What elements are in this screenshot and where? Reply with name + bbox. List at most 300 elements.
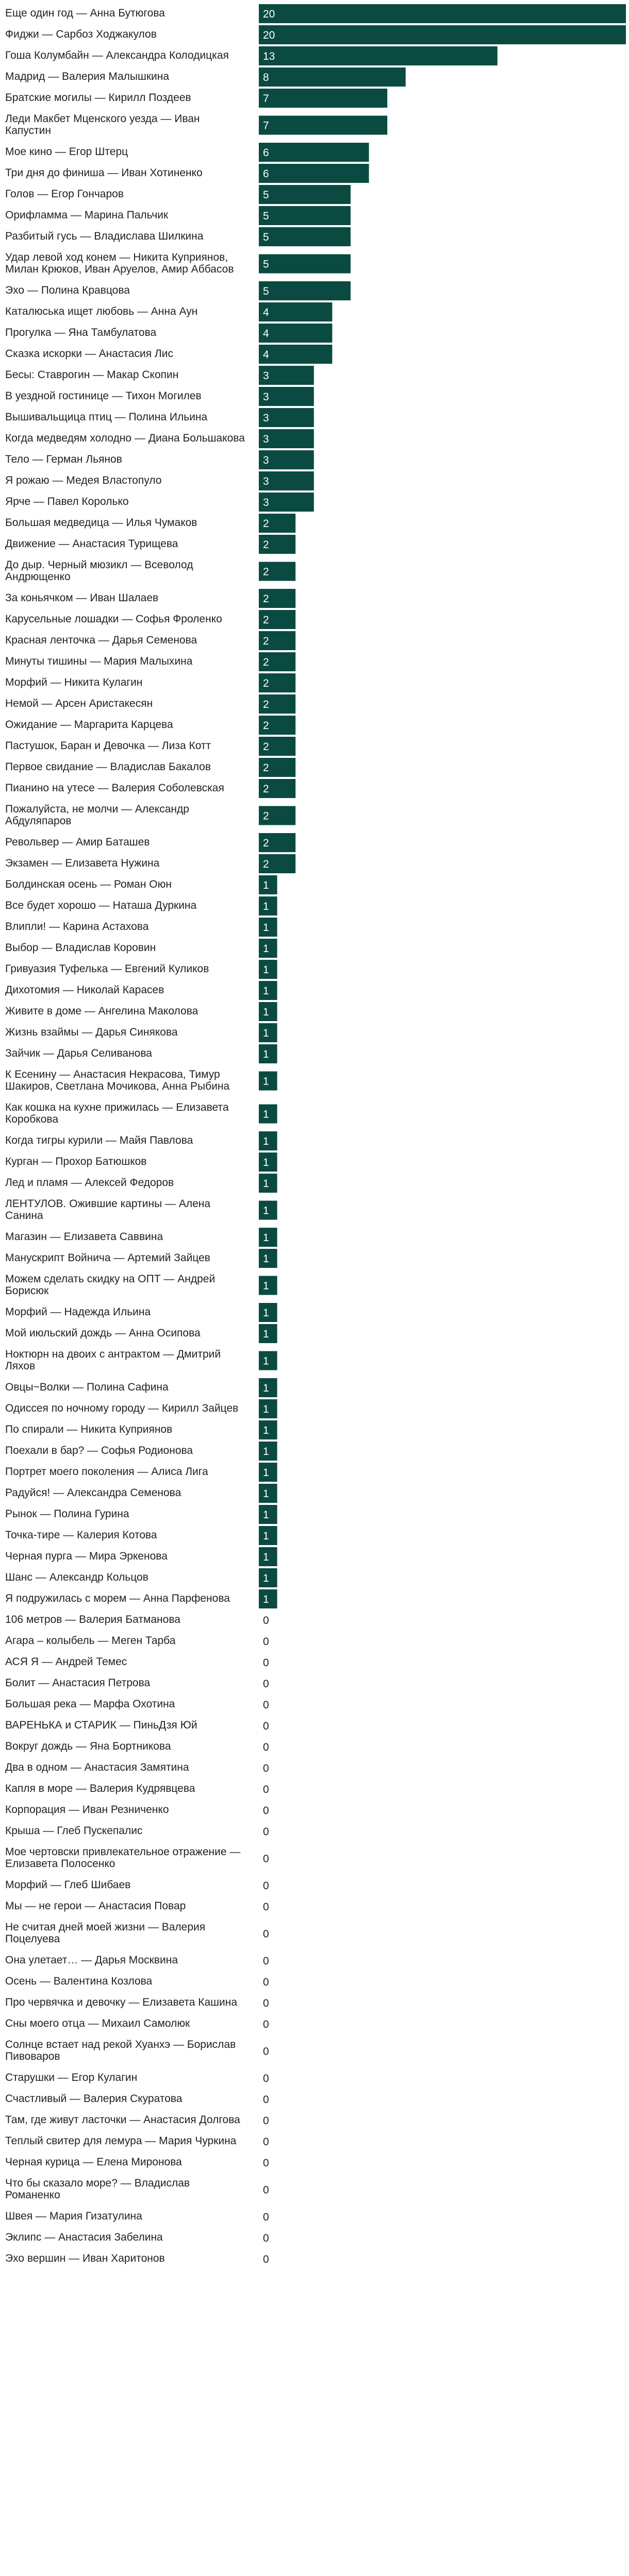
category-label: Поехали в бар? — Софья Родионова [5,1445,193,1456]
category-label: Тело — Герман Льянов [5,453,122,465]
category-label: Первое свидание — Владислав Бакалов [5,761,211,773]
chart-row [5,610,295,629]
bar [259,324,332,343]
value-label: 2 [263,614,269,626]
category-label: Лед и пламя — Алексей Федоров [5,1177,174,1189]
chart-row [5,1783,269,1795]
bar [259,281,351,300]
value-label: 0 [263,2157,269,2169]
value-label: 4 [263,328,269,340]
category-label: Мадрид — Валерия Малышкина [5,71,170,82]
chart-row [5,46,498,65]
chart-row [5,1273,277,1297]
value-label: 1 [263,1530,269,1542]
value-label: 1 [263,1307,269,1319]
category-label: Живите в доме — Ангелина Маколова [5,1005,198,1017]
category-label: Пожалуйста, не молчи — Александр Абдуляпаров [5,803,189,827]
category-label: Выбор — Владислав Коровин [5,942,156,954]
category-label: Теплый свитер для лемура — Мария Чуркина [5,2135,237,2147]
category-label: Солнце встает над рекой Хуанхэ — Борислав Пивоваров [5,2039,236,2062]
value-label: 1 [263,1027,269,1039]
category-label: Мы — не герои — Анастасия Повар [5,1900,186,1912]
category-label: Счастливый — Валерия Скуратова [5,2093,183,2105]
chart-row [5,493,314,512]
bar [259,67,406,87]
value-label: 4 [263,307,269,318]
value-label: 3 [263,454,269,466]
category-label: Гоша Колумбайн — Александра Колодицкая [5,49,229,61]
bar [259,25,626,44]
value-label: 0 [263,1826,269,1838]
value-label: 0 [263,2073,269,2084]
category-label: Удар левой ход конем — Никита Куприянов, Милан Крюков, Иван Аруелов, Амир Аббасов [5,251,234,275]
category-label: Капля в море — Валерия Кудрявцева [5,1783,195,1794]
chart-row [5,1505,277,1524]
chart-row [5,737,295,756]
category-label: Сны моего отца — Михаил Самолюк [5,2018,190,2029]
value-label: 2 [263,566,269,578]
value-label: 0 [263,2232,269,2244]
chart-row [5,1846,269,1870]
value-label: 7 [263,93,269,105]
chart-row [5,1303,277,1322]
chart-row [5,1442,277,1461]
value-label: 0 [263,1928,269,1940]
chart-row [5,2156,269,2169]
bar [259,164,369,183]
category-label: Я подружилась с морем — Анна Парфенова [5,1592,230,1604]
value-label: 1 [263,1205,269,1217]
category-label: Зайчик — Дарья Селиванова [5,1047,152,1059]
value-label: 1 [263,1280,269,1292]
category-label: Ноктюрн на двоих с антрактом — Дмитрий Ляхов [5,1348,221,1372]
chart-row [5,1174,277,1193]
category-label: Орифламма — Марина Пальчик [5,209,169,221]
chart-row [5,631,295,650]
category-label: Овцы~Волки — Полина Сафина [5,1381,169,1393]
chart-row [5,2093,269,2106]
category-label: До дыр. Черный мюзикл — Всеволод Андрющенко [5,559,193,583]
value-label: 1 [263,1446,269,1458]
chart-row [5,673,295,692]
value-label: 6 [263,147,269,159]
bar [259,206,351,225]
category-label: Красная ленточка — Дарья Семенова [5,634,197,646]
value-label: 1 [263,1006,269,1018]
bar [259,116,387,135]
chart-row [5,366,314,385]
category-label: Она улетает… — Дарья Москвина [5,1954,178,1966]
value-label: 0 [263,1657,269,1669]
chart-row [5,2039,269,2062]
category-label: Болит — Анастасия Петрова [5,1677,151,1689]
value-label: 1 [263,1328,269,1340]
category-label: Шанс — Александр Кольцов [5,1571,148,1583]
category-label: Там, где живут ласточки — Анастасия Долгова [5,2114,240,2126]
value-label: 0 [263,1955,269,1967]
value-label: 20 [263,8,275,20]
category-label: Портрет моего поколения — Алиса Лига [5,1466,208,1478]
chart-row [5,1348,277,1372]
chart-row [5,1463,277,1482]
value-label: 0 [263,1720,269,1732]
chart-row [5,559,295,583]
chart-row [5,1879,269,1892]
category-label: Курган — Прохор Батюшков [5,1156,147,1167]
chart-row [5,206,351,225]
bar [259,302,332,321]
category-label: Дихотомия — Николай Карасев [5,984,164,996]
category-label: ВАРЕНЬКА и СТАРИК — ПиньДзя Юй [5,1719,197,1731]
category-label: Не считая дней моей жизни — Валерия Поцелуева [5,1921,206,1945]
value-label: 0 [263,1976,269,1988]
category-label: Про червячка и девочку — Елизавета Кашина [5,1996,238,2008]
chart-row [5,1635,269,1648]
value-label: 2 [263,810,269,822]
value-label: 8 [263,72,269,83]
category-label: Вышивальщица птиц — Полина Ильина [5,411,208,423]
category-label: Бесы: Ставрогин — Макар Скопин [5,369,179,381]
value-label: 7 [263,120,269,132]
category-label: Агара – колыбель — Меген Тарба [5,1635,176,1647]
chart-row [5,1996,269,2009]
value-label: 2 [263,593,269,605]
chart-row [5,1614,269,1626]
category-label: Рынок — Полина Гурина [5,1508,129,1520]
category-label: Два в одном — Анастасия Замятина [5,1761,189,1773]
bar [259,255,351,274]
bar [259,227,351,246]
category-label: Эхо — Полина Кравцова [5,284,130,296]
value-label: 0 [263,2211,269,2223]
chart-row [5,1568,277,1587]
category-label: Движение — Анастасия Турищева [5,538,178,550]
chart-row [5,1547,277,1566]
chart-row [5,1324,277,1343]
category-label: Черная пурга — Мира Эркенова [5,1550,168,1562]
chart-row [5,758,295,777]
value-label: 0 [263,1784,269,1795]
value-label: 0 [263,1901,269,1913]
chart-row [5,1153,277,1172]
value-label: 1 [263,1136,269,1147]
bar [259,4,626,23]
value-label: 5 [263,231,269,243]
value-label: 3 [263,370,269,382]
category-label: Что бы сказало море? — Владислав Романенко [5,2177,190,2201]
category-label: Большая река — Марфа Охотина [5,1698,175,1710]
value-label: 1 [263,1509,269,1521]
chart-row [5,535,295,554]
chart-row [5,1526,277,1545]
category-label: В уездной гостинице — Тихон Могилев [5,390,202,402]
category-label: Как кошка на кухне прижилась — Елизавета Коробкова [5,1101,229,1125]
value-label: 20 [263,29,275,41]
value-label: 0 [263,1880,269,1892]
category-label: Швея — Мария Гизатулина [5,2210,142,2222]
value-label: 2 [263,762,269,774]
chart-row [5,1900,269,1913]
value-label: 13 [263,50,275,62]
chart-row [5,2072,269,2084]
category-label: Я рожаю — Медея Властопуло [5,474,162,486]
chart-row [5,164,369,183]
chart-row [5,1131,277,1150]
category-label: Большая медведица — Илья Чумаков [5,517,197,529]
value-label: 0 [263,2115,269,2127]
value-label: 1 [263,1232,269,1244]
category-label: Одиссея по ночному городу — Кирилл Зайцев [5,1402,239,1414]
chart-row [5,1023,277,1042]
value-label: 0 [263,2045,269,2058]
category-label: Морфий — Надежда Ильина [5,1306,151,1318]
category-label: 106 метров — Валерия Батманова [5,1614,180,1625]
value-label: 1 [263,1253,269,1265]
category-label: Немой — Арсен Аристакесян [5,698,153,709]
category-label: Братские могилы — Кирилл Поздеев [5,92,191,104]
category-label: Гривуазия Туфелька — Евгений Куликов [5,963,209,975]
chart-row [5,1656,269,1669]
value-label: 0 [263,1678,269,1690]
chart-row [5,1069,277,1092]
chart-row [5,408,314,427]
chart-row [5,1954,269,1967]
category-label: Экзамен — Елизавета Нужина [5,857,160,869]
value-label: 0 [263,1997,269,2009]
chart-row [5,1420,277,1439]
value-label: 2 [263,518,269,530]
chart-row [5,1002,277,1021]
chart-row [5,1677,269,1690]
chart-row [5,1378,277,1397]
chart-row [5,939,277,958]
value-label: 3 [263,433,269,445]
category-label: Старушки — Егор Кулагин [5,2072,138,2083]
value-label: 0 [263,2136,269,2148]
category-label: Магазин — Елизавета Саввина [5,1231,163,1243]
chart-row [5,981,277,1000]
chart-row [5,25,626,44]
category-label: Жизнь взаймы — Дарья Синякова [5,1026,178,1038]
chart-row [5,896,277,916]
chart-row [5,918,277,937]
chart-row [5,2231,269,2244]
value-label: 0 [263,1699,269,1711]
bar [259,143,369,162]
value-label: 1 [263,1572,269,1584]
value-label: 2 [263,635,269,647]
chart-row [5,779,295,798]
category-label: Крыша — Глеб Пускепалис [5,1825,143,1837]
value-label: 1 [263,1403,269,1415]
chart-row [5,429,314,448]
category-label: Черная курица — Елена Миронова [5,2156,182,2168]
category-label: За коньячком — Иван Шалаев [5,592,159,604]
chart-row [5,960,277,979]
category-label: Фиджи — Сарбоз Ходжакулов [5,28,157,40]
value-label: 0 [263,2019,269,2030]
chart-row [5,2177,269,2201]
value-label: 1 [263,1382,269,1394]
chart-row [5,694,295,714]
value-label: 1 [263,922,269,934]
value-label: 3 [263,412,269,424]
bar [259,89,387,108]
value-label: 2 [263,741,269,753]
value-label: 1 [263,1048,269,1060]
chart-row [5,143,369,162]
chart-row [5,1484,277,1503]
category-label: Каталюська ищет любовь — Анна Аун [5,306,198,317]
category-label: Мой июльский дождь — Анна Осипова [5,1327,201,1339]
value-label: 1 [263,1467,269,1479]
chart-row [5,2252,269,2265]
category-label: Можем сделать скидку на ОПТ — Андрей Борисюк [5,1273,216,1297]
chart-row [5,251,351,275]
value-label: 0 [263,2094,269,2106]
chart-row [5,1975,269,1988]
chart-row [5,387,314,406]
chart-row [5,1044,277,1063]
chart-row [5,1249,277,1268]
category-label: Разбитый гусь — Владислава Шилкина [5,230,204,242]
category-label: Карусельные лошадки — Софья Фроленко [5,613,222,625]
value-label: 1 [263,1178,269,1190]
category-label: Морфий — Глеб Шибаев [5,1879,131,1891]
category-label: Ярче — Павел Королько [5,496,129,507]
chart-row [5,2018,269,2030]
category-label: Манускрипт Войнича — Артемий Зайцев [5,1252,210,1264]
chart-row [5,113,387,137]
value-label: 2 [263,858,269,870]
value-label: 1 [263,943,269,955]
chart-row [5,1101,277,1125]
value-label: 2 [263,539,269,551]
chart-row [5,227,351,246]
category-label: Мое чертовски привлекательное отражение — Елизавета Полосенко [5,1846,241,1870]
value-label: 5 [263,258,269,270]
chart-row [5,450,314,469]
chart-row [5,324,332,343]
chart-row [5,89,387,108]
value-label: 1 [263,1488,269,1500]
chart-row [5,2135,269,2148]
category-label: Пастушок, Баран и Девочка — Лиза Котт [5,740,211,752]
value-label: 5 [263,189,269,201]
value-label: 3 [263,497,269,509]
category-label: Револьвер — Амир Баташев [5,836,150,848]
value-label: 3 [263,476,269,487]
category-label: Пианино на утесе — Валерия Соболевская [5,782,224,794]
chart-row [5,67,406,87]
value-label: 1 [263,1075,269,1088]
category-label: Три дня до финиша — Иван Хотиненко [5,167,203,179]
category-label: Радуйся! — Александра Семенова [5,1487,181,1499]
chart-row [5,589,295,608]
category-label: К Есенину — Анастасия Некрасова, Тимур Шакиров, Светлана Мочикова, Анна Рыбина [5,1069,230,1092]
chart-row [5,833,295,852]
category-label: Влипли! — Карина Астахова [5,921,149,933]
value-label: 2 [263,656,269,668]
category-label: Эхо вершин — Иван Харитонов [5,2252,165,2264]
value-label: 2 [263,677,269,689]
value-label: 5 [263,285,269,297]
category-label: ЛЕНТУЛОВ. Ожившие картины — Алена Санина [5,1198,211,1222]
value-label: 0 [263,1636,269,1648]
chart-row [5,1825,269,1838]
bar [259,185,351,204]
category-label: Сказка искорки — Анастасия Лис [5,348,173,360]
category-label: Болдинская осень — Роман Оюн [5,878,172,890]
chart-row [5,281,351,300]
value-label: 1 [263,1108,269,1121]
category-label: Прогулка — Яна Тамбулатова [5,327,157,338]
category-label: Когда тигры курили — Майя Павлова [5,1134,193,1146]
value-label: 6 [263,168,269,180]
chart-row [5,514,295,533]
value-label: 0 [263,2253,269,2265]
value-label: 0 [263,1615,269,1626]
category-label: Эклипс — Анастасия Забелина [5,2231,163,2243]
chart-row [5,1804,269,1817]
chart-row [5,1740,269,1753]
chart-row [5,2210,269,2223]
chart-row [5,875,277,894]
category-label: Точка-тире — Калерия Котова [5,1529,157,1541]
value-label: 0 [263,2184,269,2196]
category-label: Еще один год — Анна Бутюгова [5,7,165,19]
chart-row [5,302,332,321]
chart-row [5,4,626,23]
category-label: Минуты тишины — Мария Малыхина [5,655,193,667]
chart-row [5,854,295,873]
chart-row [5,1719,269,1732]
category-label: Когда медведям холодно — Диана Большакова [5,432,245,444]
value-label: 0 [263,1853,269,1865]
value-label: 1 [263,901,269,912]
chart-row [5,1399,277,1418]
value-label: 3 [263,391,269,403]
value-label: 2 [263,720,269,732]
value-label: 1 [263,1594,269,1605]
value-label: 4 [263,349,269,361]
category-label: Вокруг дождь — Яна Бортникова [5,1740,171,1752]
value-label: 1 [263,1157,269,1168]
category-label: Все будет хорошо — Наташа Дуркина [5,900,197,911]
category-label: Ожидание — Маргарита Карцева [5,719,173,731]
chart-row [5,2114,269,2127]
category-label: Корпорация — Иван Резниченко [5,1804,169,1816]
value-label: 2 [263,783,269,795]
value-label: 1 [263,985,269,997]
value-label: 1 [263,964,269,976]
bar [259,46,498,65]
value-label: 0 [263,1762,269,1774]
value-label: 2 [263,837,269,849]
category-label: Леди Макбет Мценского уезда — Иван Капустин [5,113,200,137]
chart-row [5,1198,277,1222]
value-label: 1 [263,1551,269,1563]
value-label: 1 [263,879,269,891]
chart-row [5,1228,277,1247]
chart-row [5,652,295,671]
value-label: 0 [263,1805,269,1817]
chart-row [5,803,295,827]
chart-row [5,185,351,204]
chart-row [5,1698,269,1711]
chart-row [5,1589,277,1608]
category-label: Осень — Валентина Козлова [5,1975,153,1987]
